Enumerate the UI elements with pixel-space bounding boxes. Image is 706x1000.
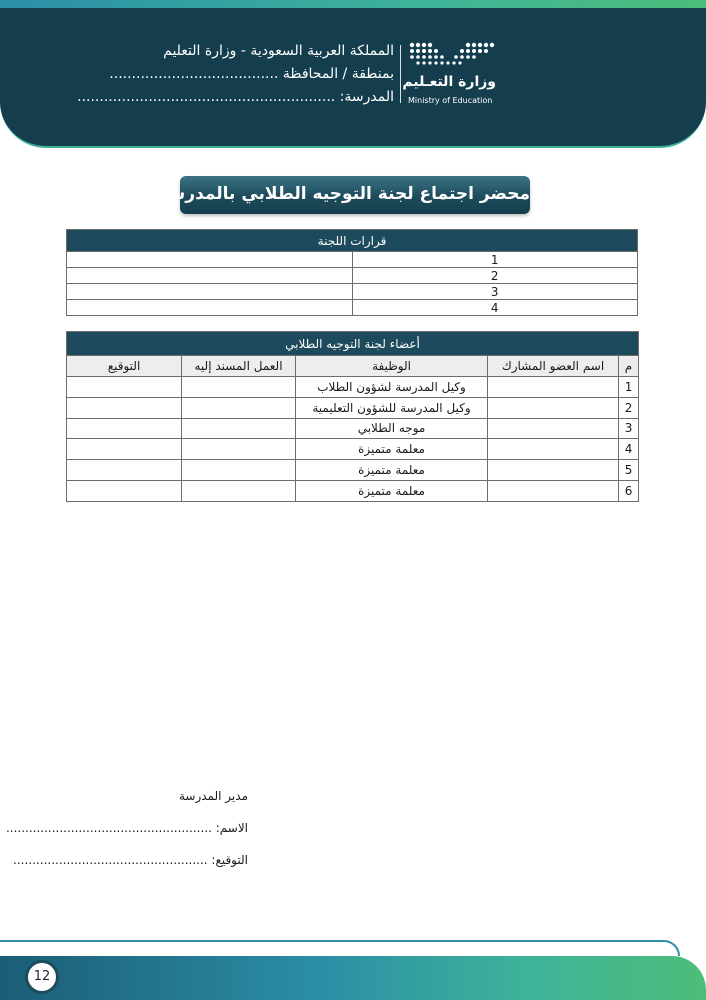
assigned-task-cell[interactable] <box>182 439 296 460</box>
role-cell: معلمة متميزة <box>296 480 488 501</box>
decision-cell[interactable] <box>67 300 353 316</box>
row-number: 1 <box>619 377 639 398</box>
decisions-heading: قرارات اللجنة <box>67 230 638 252</box>
table-row <box>67 284 638 300</box>
row-number: 4 <box>352 300 638 316</box>
header-text <box>77 40 394 109</box>
table-row <box>67 480 639 501</box>
row-number: 5 <box>619 460 639 481</box>
logo-subtitle: Ministry of Education <box>408 96 493 105</box>
header-divider <box>400 45 401 103</box>
col-role: الوظيفة <box>296 356 488 377</box>
decision-cell[interactable] <box>67 268 353 284</box>
table-row <box>67 252 638 268</box>
signature-cell[interactable] <box>67 397 182 418</box>
signature-cell[interactable] <box>67 418 182 439</box>
header-line-school: المدرسة: .......................................................... <box>77 89 394 105</box>
role-cell: معلمة متميزة <box>296 439 488 460</box>
role-cell: موجه الطلابي <box>296 418 488 439</box>
row-number: 3 <box>619 418 639 439</box>
header-line-region: بمنطقة / المحافظة ...................................... <box>109 66 394 82</box>
logo-title: وزارة التعـليم <box>402 74 496 90</box>
decision-cell[interactable] <box>67 284 353 300</box>
table-row <box>67 460 639 481</box>
row-number: 4 <box>619 439 639 460</box>
table-row <box>67 377 639 398</box>
table-row <box>67 300 638 316</box>
col-number: م <box>619 356 639 377</box>
table-row <box>67 418 639 439</box>
header-line-kingdom: المملكة العربية السعودية - وزارة التعليم <box>163 43 394 59</box>
col-assigned-task: العمل المسند إليه <box>182 356 296 377</box>
row-number: 2 <box>352 268 638 284</box>
table-row <box>67 439 639 460</box>
member-name-cell[interactable] <box>488 418 619 439</box>
table-row <box>67 268 638 284</box>
role-cell: معلمة متميزة <box>296 460 488 481</box>
page-footer <box>0 956 706 1000</box>
signature-cell[interactable] <box>67 480 182 501</box>
assigned-task-cell[interactable] <box>182 480 296 501</box>
member-name-cell[interactable] <box>488 397 619 418</box>
signature-cell[interactable] <box>67 439 182 460</box>
document-title: محضر اجتماع لجنة التوجيه الطلابي بالمدرسة <box>180 176 530 214</box>
row-number: 3 <box>352 284 638 300</box>
decisions-table <box>66 229 638 316</box>
member-name-cell[interactable] <box>488 377 619 398</box>
page-number-badge: 12 <box>25 960 59 994</box>
row-number: 1 <box>352 252 638 268</box>
member-name-cell[interactable] <box>488 439 619 460</box>
role-cell: وكيل المدرسة لشؤون الطلاب <box>296 377 488 398</box>
principal-name-field[interactable]: الاسم: ...................................................... <box>5 821 248 835</box>
assigned-task-cell[interactable] <box>182 397 296 418</box>
signature-cell[interactable] <box>67 460 182 481</box>
principal-signature-field[interactable]: التوقيع: ................................................... <box>13 853 248 867</box>
members-table <box>66 331 639 502</box>
footer-divider <box>0 940 680 956</box>
assigned-task-cell[interactable] <box>182 377 296 398</box>
role-cell: وكيل المدرسة للشؤون التعليمية <box>296 397 488 418</box>
col-member-name: اسم العضو المشارك <box>488 356 619 377</box>
table-row <box>67 397 639 418</box>
signature-cell[interactable] <box>67 377 182 398</box>
members-heading: أعضاء لجنة التوجيه الطلابي <box>67 332 639 356</box>
decision-cell[interactable] <box>67 252 353 268</box>
member-name-cell[interactable] <box>488 480 619 501</box>
assigned-task-cell[interactable] <box>182 460 296 481</box>
principal-title: مدير المدرسة <box>178 789 248 803</box>
row-number: 2 <box>619 397 639 418</box>
row-number: 6 <box>619 480 639 501</box>
assigned-task-cell[interactable] <box>182 418 296 439</box>
col-signature: التوقيع <box>67 356 182 377</box>
member-name-cell[interactable] <box>488 460 619 481</box>
